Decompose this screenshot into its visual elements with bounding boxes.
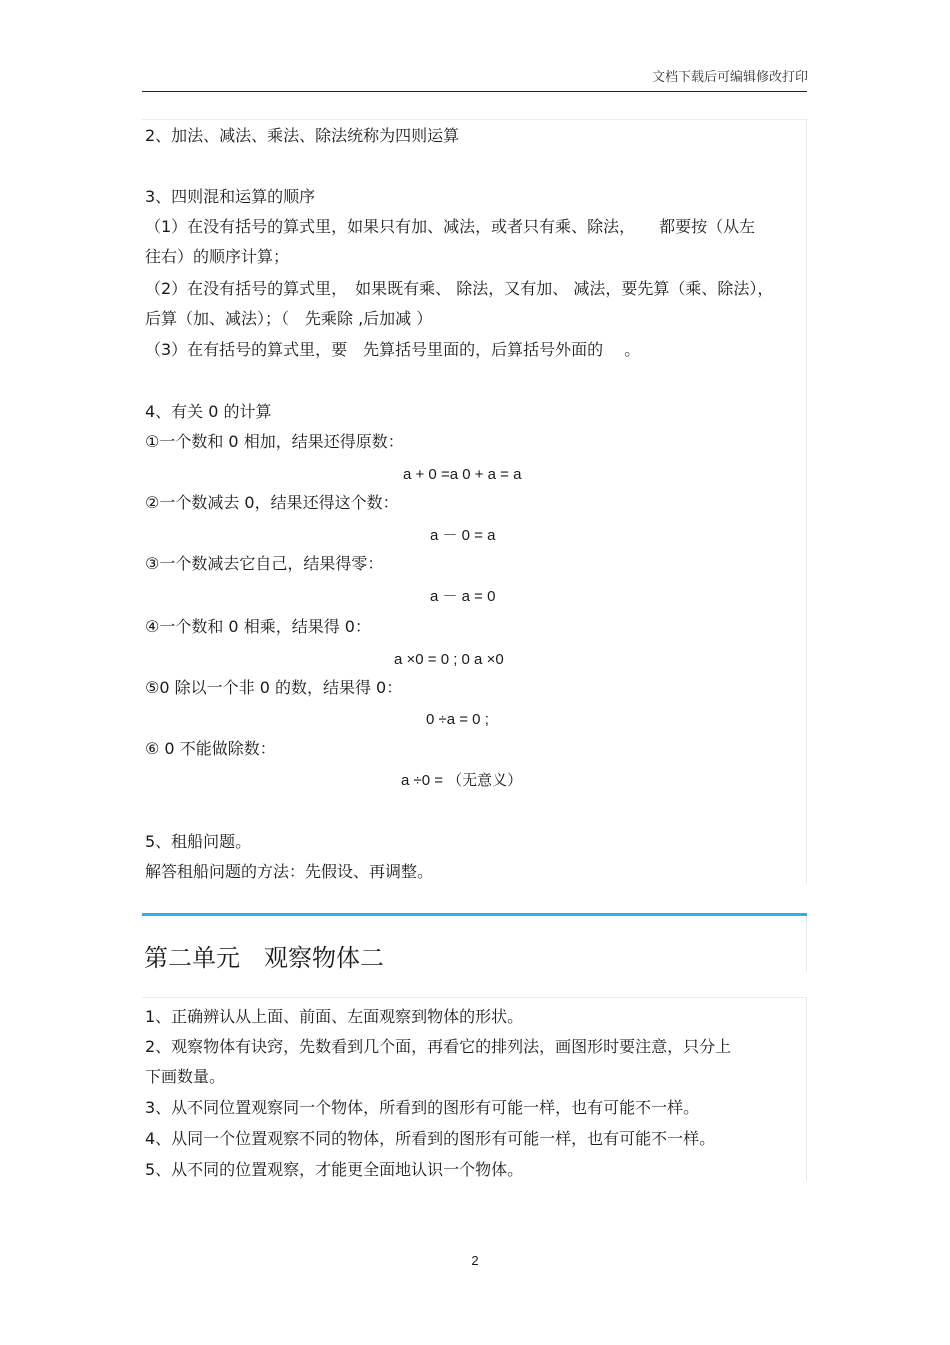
arith-item-3-line3: （2）在没有括号的算式里， 如果既有乘、 除法，又有加、 减法，要先算（乘、除法）， [145, 279, 774, 298]
boat-problem-title: 5、租船问题。 [145, 832, 252, 851]
zero-formula-2: a － 0 = a [430, 527, 496, 544]
zero-formula-5: 0 ÷a = 0 ; [426, 711, 489, 728]
zero-rule-4: ④一个数和 0 相乘，结果得 0： [145, 617, 371, 636]
observe-item-1: 1、正确辨认从上面、前面、左面观察到物体的形状。 [145, 1007, 524, 1026]
unit-title: 第二单元 观察物体二 [144, 944, 384, 972]
page-number: 2 [471, 1253, 479, 1268]
observe-item-4: 4、从同一个位置观察不同的物体，所看到的图形有可能一样，也有可能不一样。 [145, 1129, 716, 1148]
zero-rule-3: ③一个数减去它自己，结果得零： [145, 554, 384, 573]
unit-title-side-rule [806, 916, 807, 972]
unit-title-rule [142, 913, 807, 916]
zero-formula-3: a － a = 0 [430, 588, 496, 605]
arith-item-3-line2: 往右）的顺序计算； [145, 247, 290, 266]
observe-item-2-cont: 下画数量。 [145, 1067, 226, 1086]
zero-formula-1: a + 0 =a 0 + a = a [403, 466, 522, 483]
arith-item-2: 2、加法、减法、乘法、除法统称为四则运算 [145, 126, 460, 145]
zero-rule-6: ⑥ 0 不能做除数： [145, 739, 276, 758]
zero-rule-5: ⑤0 除以一个非 0 的数，结果得 0： [145, 678, 403, 697]
header-rule [142, 91, 807, 92]
zero-calc-title: 4、有关 0 的计算 [145, 402, 272, 421]
arith-item-3-title: 3、四则混和运算的顺序 [145, 187, 316, 206]
arith-item-3-line4: 后算（加、减法）；（ 先乘除 ,后加减 ） [145, 309, 433, 328]
observe-item-5: 5、从不同的位置观察，才能更全面地认识一个物体。 [145, 1160, 524, 1179]
zero-rule-2: ②一个数减去 0，结果还得这个数： [145, 493, 399, 512]
observe-item-3: 3、从不同位置观察同一个物体，所看到的图形有可能一样，也有可能不一样。 [145, 1098, 700, 1117]
page-header-text: 文档下载后可编辑修改打印 [651, 70, 808, 85]
boat-problem-text: 解答租船问题的方法：先假设、再调整。 [145, 862, 434, 881]
arith-item-3-line5: （3）在有括号的算式里，要 先算括号里面的，后算括号外面的 。 [145, 340, 641, 359]
observe-item-2: 2、观察物体有诀窍，先数看到几个面，再看它的排列法，画图形时要注意，只分上 [145, 1037, 732, 1056]
zero-formula-4: a ×0 = 0 ; 0 a ×0 [394, 651, 504, 668]
zero-rule-1: ①一个数和 0 相加，结果还得原数： [145, 432, 404, 451]
arith-item-3-line1: （1）在没有括号的算式里，如果只有加、减法，或者只有乘、除法， 都要按（从左 [145, 217, 756, 236]
zero-formula-6: a ÷0 = （无意义） [401, 772, 523, 789]
